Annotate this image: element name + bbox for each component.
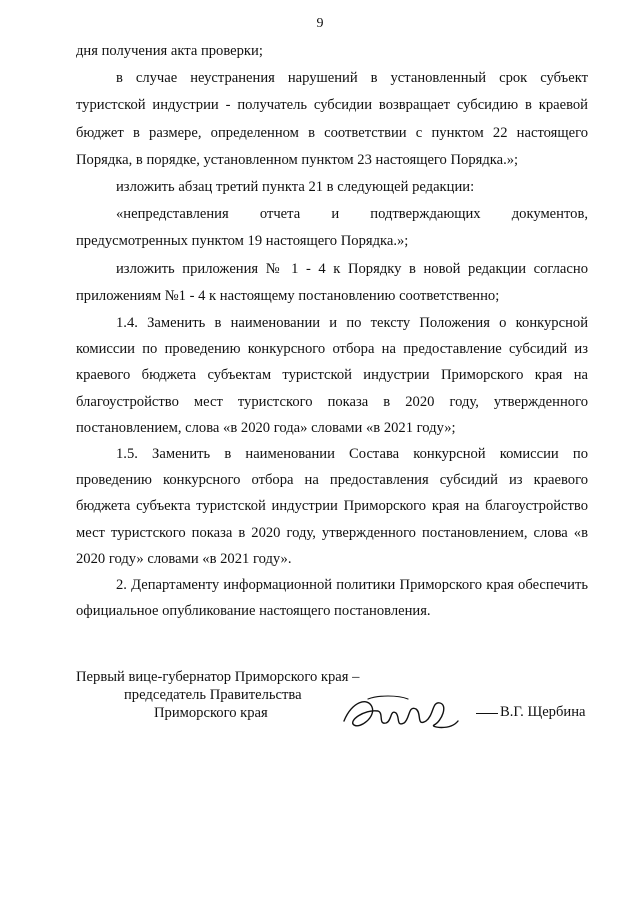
paragraph-2: 2. Департаменту информационной политики Приморского края обеспечить официальное опубликование настоящего постановления. [76,577,588,620]
paragraph-annexes: изложить приложения № 1 - 4 к Порядку в новой редакции согласно приложениям №1 - 4 к настоящему постановлению соответственно; [76,260,588,304]
paragraph-non-submission: «непредставления отчета и подтверждающих документов, предусмотренных пунктом 19 настоящего Порядка.»; [76,206,588,250]
document-body [76,38,588,624]
handwritten-signature [338,691,468,737]
signer-name: В.Г. Щербина [500,704,586,720]
signer-title-line-1: Первый вице-губернатор Приморского края – [76,669,360,685]
paragraph-1-5: 1.5. Заменить в наименовании Состава конкурсной комиссии по проведению конкурсного отбора на предоставления субсидий из краевого бюджета субъекта туристской индустрии Приморского края на благоустройство мест туристского показа в 2020 году, утвержденного постановлением, слова «в 2020 году» словами «в 2021 году». [76,446,588,567]
paragraph-1-4: 1.4. Заменить в наименовании и по тексту Положения о конкурсной комиссии по проведению конкурсного отбора на предоставление субсидий из краевого бюджета субъектам туристской индустрии Приморского края на благоустройство мест туристского показа в 2020 году, утвержденного постановлением, слова «в 2020 года» словами «в 2021 году»; [76,315,588,436]
page-number: 9 [316,16,324,31]
signer-title-line-3: Приморского края [154,705,268,721]
paragraph-continuation: дня получения акта проверки; [76,43,263,59]
signer-title-line-2: председатель Правительства [124,687,302,703]
paragraph-non-elimination: в случае неустранения нарушений в установленный срок субъект туристской индустрии - получатель субсидии возвращает субсидию в краевой бюджет в размере, определенном в соответствии с пунктом 22 настоящего Порядка, в порядке, установленном пунктом 23 настоящего Порядка.»; [76,70,588,168]
paragraph-paragraph-21: изложить абзац третий пункта 21 в следующей редакции: [116,179,475,196]
signature-block [76,669,596,739]
signature-dash [476,713,498,714]
